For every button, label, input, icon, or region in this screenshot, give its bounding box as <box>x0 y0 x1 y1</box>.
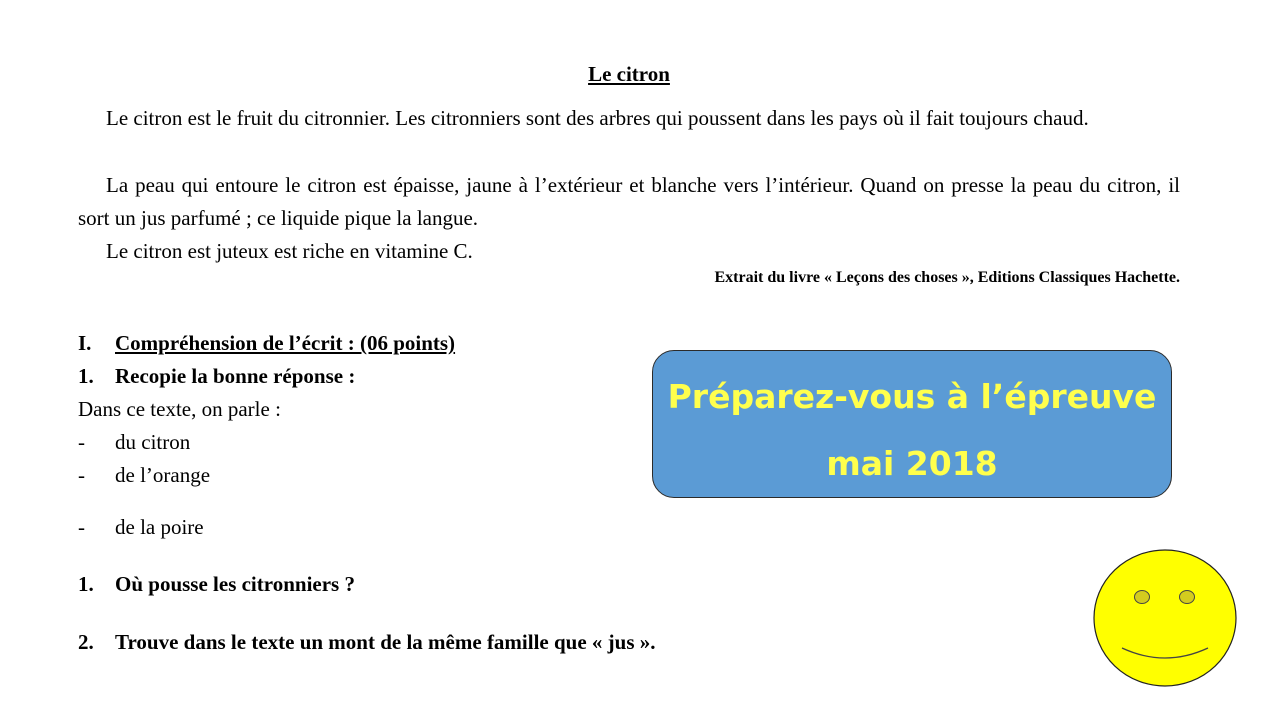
option-1-text: du citron <box>115 430 191 454</box>
smiley-left-eye <box>1135 591 1150 604</box>
option-3-text: de la poire <box>115 515 204 539</box>
paragraph-3: Le citron est juteux est riche en vitamine C. <box>106 239 473 263</box>
option-3 <box>78 512 204 542</box>
question-3 <box>78 627 656 657</box>
question-1-text: Recopie la bonne réponse : <box>115 364 356 388</box>
source-citation: Extrait du livre « Leçons des choses », Editions Classiques Hachette. <box>714 269 1180 286</box>
question-2 <box>78 569 355 599</box>
page-title: Le citron <box>588 62 670 86</box>
question-3-number: 2. <box>78 630 94 654</box>
question-1-number: 1. <box>78 364 94 388</box>
question-1-intro: Dans ce texte, on parle : <box>78 397 281 421</box>
question-2-number: 1. <box>78 572 94 596</box>
banner-line-1: Préparez-vous à l’épreuve <box>667 377 1157 416</box>
option-2-dash: - <box>78 463 85 487</box>
option-2-text: de l’orange <box>115 463 211 487</box>
smiley-right-eye <box>1180 591 1195 604</box>
option-1-dash: - <box>78 430 85 454</box>
smiley-face-circle <box>1094 550 1236 686</box>
section-heading <box>78 328 455 358</box>
paragraph-1: Le citron est le fruit du citronnier. Les citronniers sont des arbres qui poussent dans les pays où il fait toujours chaud. <box>106 106 1089 130</box>
option-1 <box>78 427 190 457</box>
question-2-text: Où pousse les citronniers ? <box>115 572 355 596</box>
option-3-dash: - <box>78 515 85 539</box>
smiley-face-icon <box>1092 548 1238 688</box>
exam-banner <box>652 350 1172 498</box>
question-1 <box>78 361 355 391</box>
option-2 <box>78 460 210 490</box>
paragraph-2: La peau qui entoure le citron est épaisse, jaune à l’extérieur et blanche vers l’intérieur. Quand on presse la peau du citron, il sort un jus parfumé ; ce liquide pique la langue. <box>78 173 1180 230</box>
question-3-text: Trouve dans le texte un mont de la même famille que « jus ». <box>115 630 656 654</box>
section-number: I. <box>78 331 92 355</box>
banner-line-2: mai 2018 <box>826 444 998 483</box>
section-title: Compréhension de l’écrit : (06 points) <box>115 331 456 355</box>
